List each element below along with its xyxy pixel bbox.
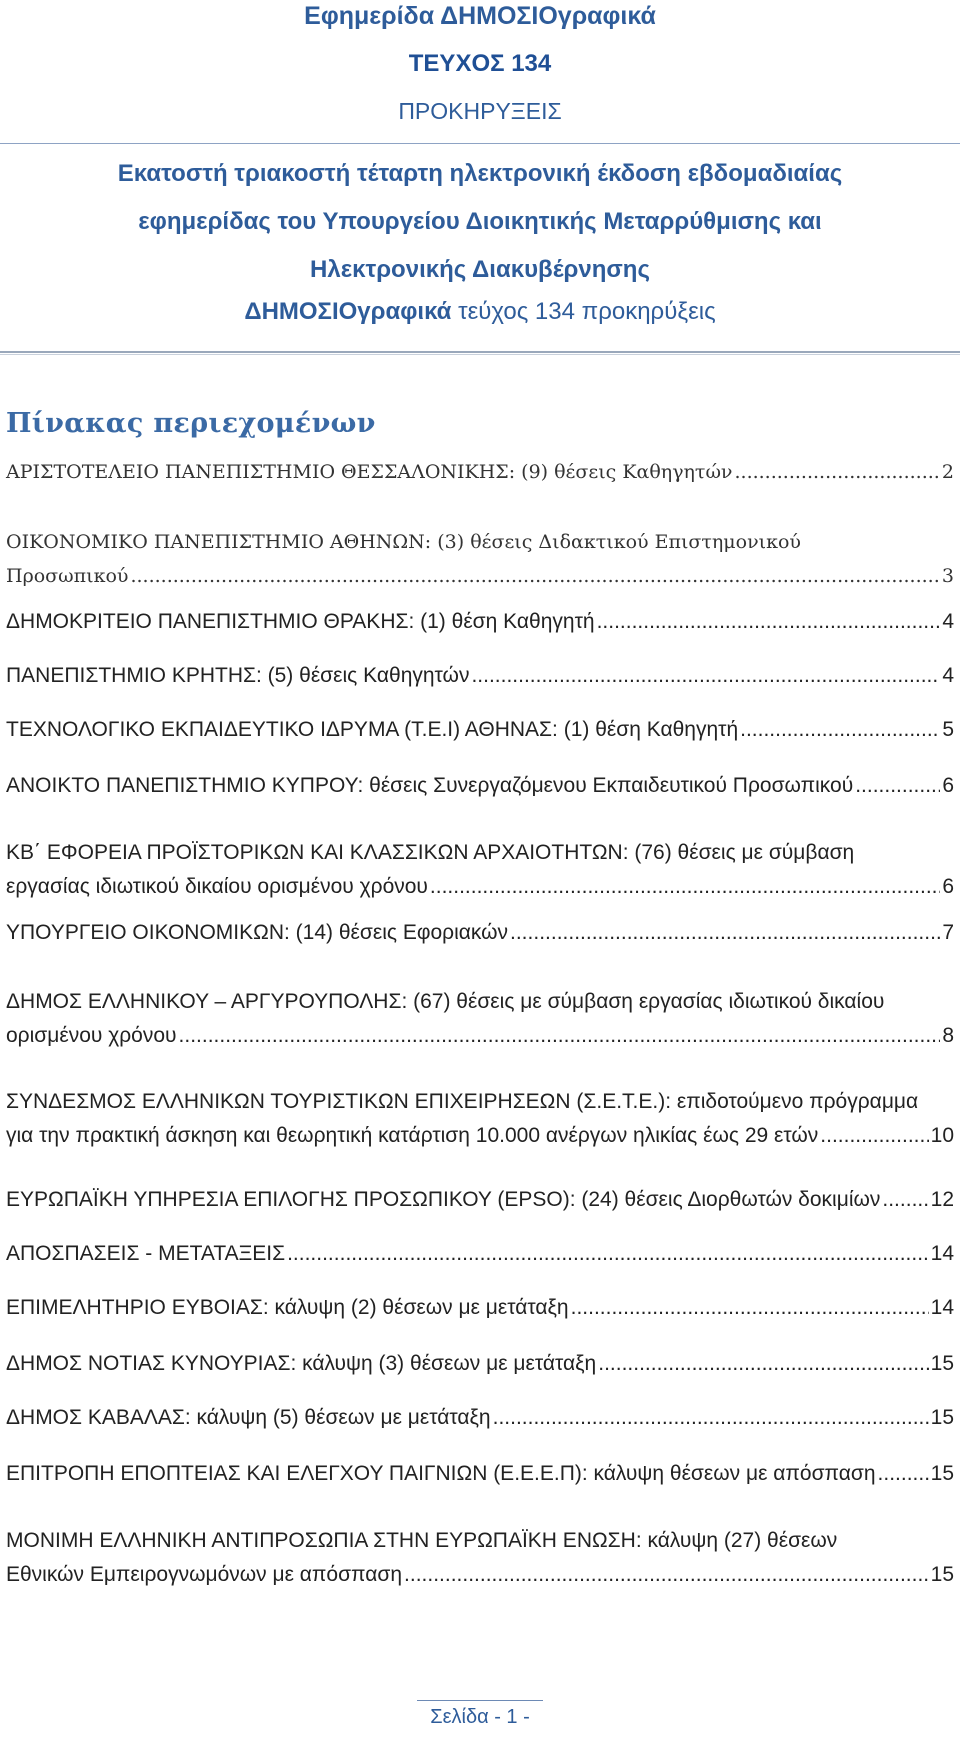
brand-name: ΔΗΜΟΣΙΟγραφικά bbox=[244, 298, 452, 325]
toc-entry-last-line bbox=[6, 1291, 954, 1325]
toc-page-number: 5 bbox=[942, 718, 954, 741]
toc-entry-text: ΕΥΡΩΠΑΪΚΗ ΥΠΗΡΕΣΙΑ ΕΠΙΛΟΓΗΣ ΠΡΟΣΩΠΙΚΟΥ (EPSO): (24) θέσεις Διορθωτών δοκιμίων bbox=[6, 1188, 881, 1211]
toc-entry-text: εργασίας ιδιωτικού δικαίου ορισμένου χρόνου bbox=[6, 875, 428, 898]
toc-entry-last-line bbox=[6, 1558, 954, 1592]
toc-leader-dots bbox=[740, 713, 940, 747]
newspaper-title: Εφημερίδα ΔΗΜΟΣΙΟγραφικά bbox=[304, 2, 656, 30]
toc-leader-dots bbox=[882, 1183, 928, 1217]
toc-entry-last-line bbox=[6, 713, 954, 747]
toc-leader-dots bbox=[820, 1119, 928, 1153]
subtitle bbox=[0, 150, 960, 294]
toc-entry[interactable] bbox=[6, 836, 954, 904]
toc-entry[interactable] bbox=[6, 713, 954, 747]
toc-entry-text: ΕΠΙΜΕΛΗΤΗΡΙΟ ΕΥΒΟΙΑΣ: κάλυψη (2) θέσεων με μετάταξη bbox=[6, 1296, 569, 1319]
toc-entry-text: ΑΡΙΣΤΟΤΕΛΕΙΟ ΠΑΝΕΠΙΣΤΗΜΙΟ ΘΕΣΣΑΛΟΝΙΚΗΣ: (9) θέσεις Καθηγητών bbox=[6, 461, 733, 483]
toc-entry-text: ΠΑΝΕΠΙΣΤΗΜΙΟ ΚΡΗΤΗΣ: (5) θέσεις Καθηγητών bbox=[6, 664, 470, 687]
section-label: ΠΡΟΚΗΡΥΞΕΙΣ bbox=[398, 98, 562, 124]
toc-entry[interactable] bbox=[6, 525, 954, 593]
toc-entry-text: ΔΗΜΟΚΡΙΤΕΙΟ ΠΑΝΕΠΙΣΤΗΜΙΟ ΘΡΑΚΗΣ: (1) θέση Καθηγητή bbox=[6, 610, 595, 633]
brand-issue: τεύχος 134 προκηρύξεις bbox=[451, 298, 716, 325]
toc-entry[interactable] bbox=[6, 455, 954, 489]
toc-entry-text: Εθνικών Εμπειρογνωμόνων με απόσπαση bbox=[6, 1563, 403, 1586]
toc-entry[interactable] bbox=[6, 1291, 954, 1325]
toc-page-number: 10 bbox=[930, 1124, 954, 1147]
toc-page-number: 2 bbox=[941, 461, 954, 483]
toc-page-number: 15 bbox=[930, 1352, 954, 1375]
toc-entry-text: για την πρακτική άσκηση και θεωρητική κατάρτιση 10.000 ανέργων ηλικίας έως 29 ετών bbox=[6, 1124, 819, 1147]
toc-leader-dots bbox=[471, 659, 940, 693]
toc-page-number: 7 bbox=[942, 921, 954, 944]
toc-page-number: 15 bbox=[930, 1563, 954, 1586]
title-divider bbox=[0, 351, 960, 353]
toc-entry-last-line bbox=[6, 659, 954, 693]
toc-page-number: 8 bbox=[942, 1024, 954, 1047]
toc-page-number: 12 bbox=[930, 1188, 954, 1211]
toc-entry-text: ΔΗΜΟΣ ΕΛΛΗΝΙΚΟΥ – ΑΡΓΥΡΟΥΠΟΛΗΣ: (67) θέσεις με σύμβαση εργασίας ιδιωτικού δικαίου bbox=[6, 990, 885, 1013]
toc-page-number: 6 bbox=[942, 774, 954, 797]
toc-page-number: 6 bbox=[942, 875, 954, 898]
toc-leader-dots bbox=[571, 1291, 929, 1325]
toc-leader-dots bbox=[130, 559, 939, 593]
toc-entry-last-line bbox=[6, 1119, 954, 1153]
toc-leader-dots bbox=[510, 916, 940, 950]
toc-entry-text: ΣΥΝΔΕΣΜΟΣ ΕΛΛΗΝΙΚΩΝ ΤΟΥΡΙΣΤΙΚΩΝ ΕΠΙΧΕΙΡΗΣΕΩΝ (Σ.Ε.Τ.Ε.): επιδοτούμενο πρόγραμμα bbox=[6, 1090, 919, 1113]
toc-leader-dots bbox=[597, 605, 941, 639]
toc-entry-text: ΚΒ΄ ΕΦΟΡΕΙΑ ΠΡΟΪΣΤΟΡΙΚΩΝ ΚΑΙ ΚΛΑΣΣΙΚΩΝ ΑΡΧΑΙΟΤΗΤΩΝ: (76) θέσεις με σύμβαση bbox=[6, 841, 855, 864]
toc-entry-text: ΤΕΧΝΟΛΟΓΙΚΟ ΕΚΠΑΙΔΕΥΤΙΚΟ ΙΔΡΥΜΑ (Τ.Ε.Ι) ΑΘΗΝΑΣ: (1) θέση Καθηγητή bbox=[6, 718, 739, 741]
toc-entry-text: Προσωπικού bbox=[6, 565, 129, 587]
toc-leader-dots bbox=[404, 1558, 929, 1592]
toc-page-number: 3 bbox=[941, 565, 954, 587]
toc-entry-last-line bbox=[6, 769, 954, 803]
toc-entry-last-line bbox=[6, 455, 954, 489]
toc-heading: Πίνακας περιεχομένων bbox=[6, 408, 376, 439]
toc-entry-last-line bbox=[6, 1237, 954, 1271]
toc-entry-last-line bbox=[6, 1183, 954, 1217]
toc-entry-last-line bbox=[6, 870, 954, 904]
issue-number: ΤΕΥΧΟΣ 134 bbox=[408, 50, 552, 77]
toc-entry-last-line bbox=[6, 559, 954, 593]
toc-page-number: 15 bbox=[930, 1462, 954, 1485]
toc-entry-text: ΑΝΟΙΚΤΟ ΠΑΝΕΠΙΣΤΗΜΙΟ ΚΥΠΡΟΥ: θέσεις Συνεργαζόμενου Εκπαιδευτικού Προσωπικού bbox=[6, 774, 854, 797]
toc-page-number: 14 bbox=[930, 1242, 954, 1265]
toc-page-number: 15 bbox=[930, 1406, 954, 1429]
toc-entry[interactable] bbox=[6, 1237, 954, 1271]
toc-entry[interactable] bbox=[6, 985, 954, 1053]
toc-entry-text: ΜΟΝΙΜΗ ΕΛΛΗΝΙΚΗ ΑΝΤΙΠΡΟΣΩΠΙΑ ΣΤΗΝ ΕΥΡΩΠΑΪΚΗ ΕΝΩΣΗ: κάλυψη (27) θέσεων bbox=[6, 1529, 838, 1552]
toc-leader-dots bbox=[855, 769, 940, 803]
toc-entry-text: ΥΠΟΥΡΓΕΙΟ ΟΙΚΟΝΟΜΙΚΩΝ: (14) θέσεις Εφοριακών bbox=[6, 921, 509, 944]
toc-entry-last-line bbox=[6, 1457, 954, 1491]
header-divider bbox=[0, 143, 960, 144]
subtitle-line-2: εφημερίδας του Υπουργείου Διοικητικής Μεταρρύθμισης και bbox=[138, 208, 822, 235]
toc-entry-text: ΔΗΜΟΣ ΝΟΤΙΑΣ ΚΥΝΟΥΡΙΑΣ: κάλυψη (3) θέσεων με μετάταξη bbox=[6, 1352, 597, 1375]
toc-entry-text: ΔΗΜΟΣ ΚΑΒΑΛΑΣ: κάλυψη (5) θέσεων με μετάταξη bbox=[6, 1406, 491, 1429]
footer-divider bbox=[417, 1700, 543, 1701]
toc-leader-dots bbox=[598, 1347, 928, 1381]
subtitle-line-1: Εκατοστή τριακοστή τέταρτη ηλεκτρονική έκδοση εβδομαδιαίας bbox=[117, 160, 843, 187]
toc-leader-dots bbox=[878, 1457, 929, 1491]
toc-entry-text: ΕΠΙΤΡΟΠΗ ΕΠΟΠΤΕΙΑΣ ΚΑΙ ΕΛΕΓΧΟΥ ΠΑΙΓΝΙΩΝ (Ε.Ε.Ε.Π): κάλυψη θέσεων με απόσπαση bbox=[6, 1462, 876, 1485]
toc-entry-last-line bbox=[6, 1401, 954, 1435]
toc-entry[interactable] bbox=[6, 1085, 954, 1153]
toc-page-number: 4 bbox=[942, 610, 954, 633]
toc-page-number: 4 bbox=[942, 664, 954, 687]
brand-line bbox=[0, 298, 960, 326]
toc-leader-dots bbox=[287, 1237, 929, 1271]
toc-leader-dots bbox=[734, 455, 939, 489]
toc-entry[interactable] bbox=[6, 1347, 954, 1381]
toc-page-number: 14 bbox=[930, 1296, 954, 1319]
toc-entry[interactable] bbox=[6, 1524, 954, 1592]
toc-entry[interactable] bbox=[6, 605, 954, 639]
toc-entry-last-line bbox=[6, 605, 954, 639]
toc-entry[interactable] bbox=[6, 1183, 954, 1217]
page-number: Σελίδα - 1 - bbox=[430, 1706, 530, 1728]
toc-entry-text: ΑΠΟΣΠΑΣΕΙΣ - ΜΕΤΑΤΑΞΕΙΣ bbox=[6, 1242, 286, 1265]
subtitle-line-3: Ηλεκτρονικής Διακυβέρνησης bbox=[310, 256, 650, 283]
toc-entry-text: ορισμένου χρόνου bbox=[6, 1024, 177, 1047]
toc-entry[interactable] bbox=[6, 1457, 954, 1491]
toc-entry-text: ΟΙΚΟΝΟΜΙΚΟ ΠΑΝΕΠΙΣΤΗΜΙΟ ΑΘΗΝΩΝ: (3) θέσεις Διδακτικού Επιστημονικού bbox=[6, 531, 801, 553]
toc-entry-last-line bbox=[6, 1347, 954, 1381]
toc-entry[interactable] bbox=[6, 659, 954, 693]
toc-entry-last-line bbox=[6, 916, 954, 950]
toc-entry[interactable] bbox=[6, 1401, 954, 1435]
title-divider-shadow bbox=[0, 354, 960, 355]
toc-entry-last-line bbox=[6, 1019, 954, 1053]
toc-leader-dots bbox=[430, 870, 940, 904]
toc-entry[interactable] bbox=[6, 769, 954, 803]
toc-leader-dots bbox=[493, 1401, 929, 1435]
toc-leader-dots bbox=[179, 1019, 941, 1053]
toc-entry[interactable] bbox=[6, 916, 954, 950]
